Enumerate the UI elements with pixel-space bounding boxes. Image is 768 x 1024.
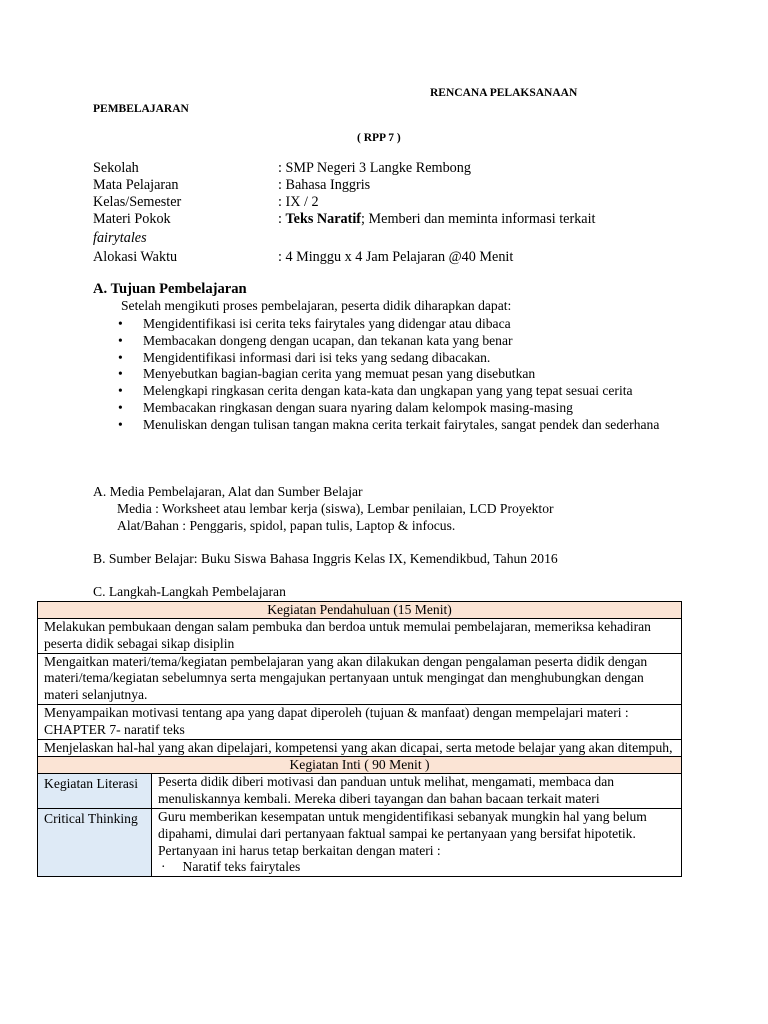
- alat-text: Alat/Bahan : Penggaris, spidol, papan tulis, Laptop & infocus.: [117, 518, 456, 533]
- info-value: : IX / 2: [278, 194, 319, 210]
- table-row: [38, 808, 682, 876]
- list-item: [118, 333, 678, 350]
- table-row: [38, 774, 682, 809]
- sub-list-item-text: Naratif teks fairytales: [182, 859, 301, 875]
- info-label: Mata Pelajaran: [93, 177, 179, 193]
- list-item: [118, 417, 678, 434]
- section-heading-media: A. Media Pembelajaran, Alat dan Sumber Belajar: [93, 484, 363, 499]
- info-value: [278, 211, 595, 228]
- bullet-icon: •: [118, 349, 123, 365]
- list-item: [118, 316, 678, 333]
- table-cell: Menjelaskan hal-hal yang akan dipelajari, kompetensi yang akan dicapai, serta metode belajar yang akan ditempuh,: [38, 739, 682, 757]
- bullet-icon: •: [118, 416, 123, 432]
- info-value: : SMP Negeri 3 Langke Rembong: [278, 160, 471, 176]
- doc-title-line1: RENCANA PELAKSANAAN: [430, 87, 578, 99]
- info-value-bold: Teks Naratif: [285, 211, 362, 227]
- table-row: [38, 739, 682, 757]
- sub-list-item: [158, 859, 676, 876]
- info-row-kelas: [93, 194, 693, 211]
- info-row-materi: [93, 211, 693, 228]
- cell-text: Guru memberikan kesempatan untuk mengidentifikasi sebanyak mungkin hal yang belum dipahami, dimulai dari pertanyaan faktual sampai ke pertanyaan yang bersifat hipotetik. Pertanyaan ini harus tetap berkaitan dengan materi :: [158, 808, 647, 858]
- table-cell: Peserta didik diberi motivasi dan panduan untuk melihat, mengamati, membaca dan menuliskannya kembali. Mereka diberi tayangan dan bahan bacaan terkait materi: [152, 774, 682, 809]
- list-item: [118, 350, 678, 367]
- table-cell: Melakukan pembukaan dengan salam pembuka dan berdoa untuk memulai pembelajaran, memeriksa kehadiran peserta didik sebagai sikap disiplin: [38, 619, 682, 654]
- bullet-icon: •: [118, 383, 123, 399]
- bullet-icon: •: [118, 332, 123, 348]
- list-item-text: Membacakan dongeng dengan ucapan, dan tekanan kata yang benar: [143, 332, 513, 348]
- rpp-number: ( RPP 7 ): [357, 132, 401, 144]
- table-row: [38, 653, 682, 704]
- list-item-text: Menuliskan dengan tulisan tangan makna cerita terkait fairytales, sangat pendek dan sederhana: [143, 416, 660, 432]
- section-heading-tujuan: A. Tujuan Pembelajaran: [93, 281, 247, 297]
- list-item: [118, 383, 678, 400]
- section-sumber-belajar: B. Sumber Belajar: Buku Siswa Bahasa Inggris Kelas IX, Kemendikbud, Tahun 2016: [93, 551, 558, 566]
- tujuan-bullet-list: [118, 316, 678, 434]
- info-label: Alokasi Waktu: [93, 249, 178, 265]
- list-item-text: Mengidentifikasi isi cerita teks fairytales yang didengar atau dibaca: [143, 316, 511, 331]
- info-row-sekolah: [93, 160, 693, 177]
- table-cell: [38, 704, 682, 739]
- bullet-icon: •: [118, 399, 123, 415]
- list-item-text: Melengkapi ringkasan cerita dengan kata-kata dan ungkapan yang yang tepat sesuai cerita: [143, 383, 633, 399]
- info-label: Sekolah: [93, 160, 139, 176]
- row-label-literasi: Kegiatan Literasi: [38, 774, 152, 809]
- table-row: [38, 704, 682, 739]
- bullet-icon: ·: [161, 859, 166, 875]
- list-item-text: Mengidentifikasi informasi dari isi teks yang sedang dibacakan.: [143, 349, 491, 365]
- cell-text: Menyampaikan motivasi tentang apa yang dapat diperoleh (tujuan & manfaat) dengan mempelajari materi :: [44, 704, 629, 720]
- list-item: [118, 366, 678, 383]
- info-label: Kelas/Semester: [93, 194, 182, 210]
- info-value-prefix: :: [278, 211, 286, 227]
- table-cell: [152, 808, 682, 876]
- info-value: : Bahasa Inggris: [278, 177, 371, 193]
- info-label: Materi Pokok: [93, 211, 171, 227]
- info-value-rest: ; Memberi dan meminta informasi terkait: [361, 211, 596, 227]
- info-row-alokasi: [93, 249, 693, 266]
- list-item-text: Menyebutkan bagian-bagian cerita yang memuat pesan yang disebutkan: [143, 366, 536, 382]
- kegiatan-table: [37, 601, 682, 877]
- table-row: [38, 602, 682, 619]
- pendahuluan-header: Kegiatan Pendahuluan (15 Menit): [38, 602, 682, 619]
- tujuan-intro: Setelah mengikuti proses pembelajaran, peserta didik diharapkan dapat:: [121, 298, 512, 313]
- info-row-mapel: [93, 177, 693, 194]
- inti-header: Kegiatan Inti ( 90 Menit ): [38, 757, 682, 774]
- chapter-text: CHAPTER 7- naratif teks: [44, 721, 185, 737]
- list-item: [118, 400, 678, 417]
- row-label-critical-thinking: Critical Thinking: [38, 808, 152, 876]
- table-row: [38, 619, 682, 654]
- info-materi-continuation: fairytales: [93, 230, 147, 246]
- bullet-icon: •: [118, 366, 123, 382]
- info-value: : 4 Minggu x 4 Jam Pelajaran @40 Menit: [278, 249, 514, 265]
- section-heading-langkah: C. Langkah-Langkah Pembelajaran: [93, 584, 286, 599]
- media-text: Media : Worksheet atau lembar kerja (siswa), Lembar penilaian, LCD Proyektor: [117, 501, 554, 516]
- list-item-text: Membacakan ringkasan dengan suara nyaring dalam kelompok masing-masing: [143, 399, 573, 415]
- table-cell: Mengaitkan materi/tema/kegiatan pembelajaran yang akan dilakukan dengan pengalaman peserta didik dengan materi/tema/kegiatan sebelumnya serta mengajukan pertanyaan untuk mengingat dan menghubungkan dengan materi selanjutnya.: [38, 653, 682, 704]
- doc-title-line2: PEMBELAJARAN: [93, 103, 189, 115]
- bullet-icon: •: [118, 316, 123, 331]
- table-row: [38, 757, 682, 774]
